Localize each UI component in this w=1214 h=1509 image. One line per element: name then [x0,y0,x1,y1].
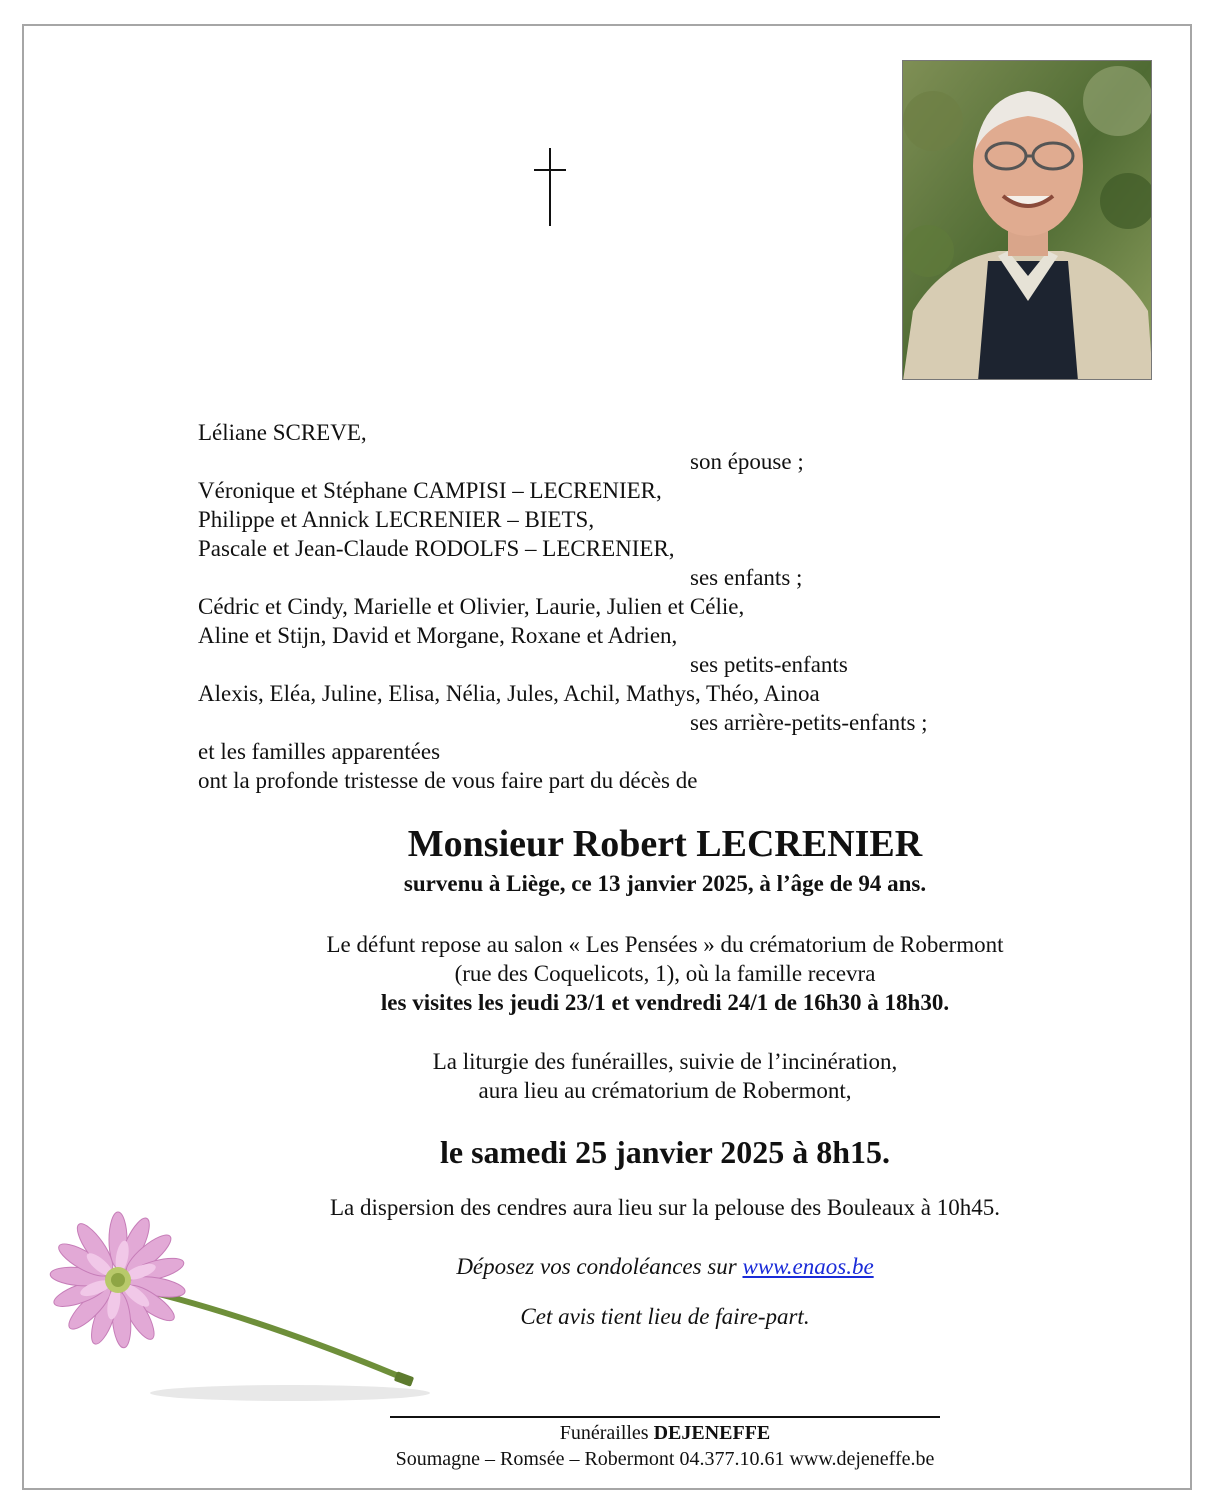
footer-company-name: DEJENEFFE [653,1422,771,1444]
announcement-line: ont la profonde tristesse de vous faire part du décès de [198,768,698,793]
footer-company-prefix: Funérailles [559,1422,654,1444]
ceremony-line: La liturgie des funérailles, suivie de l’incinération, [432,1049,898,1074]
relatives-line: et les familles apparentées [198,739,441,764]
grandchild-line: Cédric et Cindy, Marielle et Olivier, Laurie, Julien et Célie, [198,594,745,619]
visitation-times: les visites les jeudi 23/1 et vendredi 24/1 de 16h30 à 18h30. [380,990,950,1015]
pink-flower-illustration [40,1208,430,1408]
grandchild-line: Aline et Stijn, David et Morgane, Roxane et Adrien, [198,623,678,648]
deceased-name: Monsieur Robert LECRENIER [407,823,923,865]
ceremony-line: aura lieu au crématorium de Robermont, [478,1078,852,1103]
portrait-photo [902,60,1152,380]
footer-rule [390,1416,940,1418]
children-role: ses enfants ; [690,565,803,590]
dispersion-line: La dispersion des cendres aura lieu sur la pelouse des Bouleaux à 10h45. [330,1195,1000,1220]
condolences-link[interactable]: www.enaos.be [742,1254,874,1279]
ceremony-date: le samedi 25 janvier 2025 à 8h15. [439,1134,891,1170]
death-info: survenu à Liège, ce 13 janvier 2025, à l’âge de 94 ans. [403,871,927,896]
latin-cross-icon [532,148,568,226]
notice-line: Cet avis tient lieu de faire-part. [520,1304,810,1329]
spouse-name: Léliane SCREVE, [198,420,367,445]
child-line: Véronique et Stéphane CAMPISI – LECRENIER, [198,478,662,503]
great-grandchildren-line: Alexis, Eléa, Juline, Elisa, Nélia, Jules, Achil, Mathys, Théo, Ainoa [198,681,820,706]
condolences-prefix: Déposez vos condoléances sur [456,1254,743,1279]
spouse-role: son épouse ; [690,449,804,474]
visitation-line: Le défunt repose au salon « Les Pensées » du crématorium de Robermont [326,932,1004,957]
footer-contact: Soumagne – Romsée – Robermont 04.377.10.61 www.dejeneffe.be [395,1448,935,1470]
child-line: Pascale et Jean-Claude RODOLFS – LECRENIER, [198,536,675,561]
child-line: Philippe et Annick LECRENIER – BIETS, [198,507,595,532]
great-grandchildren-role: ses arrière-petits-enfants ; [690,710,928,735]
visitation-line: (rue des Coquelicots, 1), où la famille recevra [454,961,876,986]
grandchildren-role: ses petits-enfants [690,652,848,677]
footer-company [0,1420,1214,1446]
